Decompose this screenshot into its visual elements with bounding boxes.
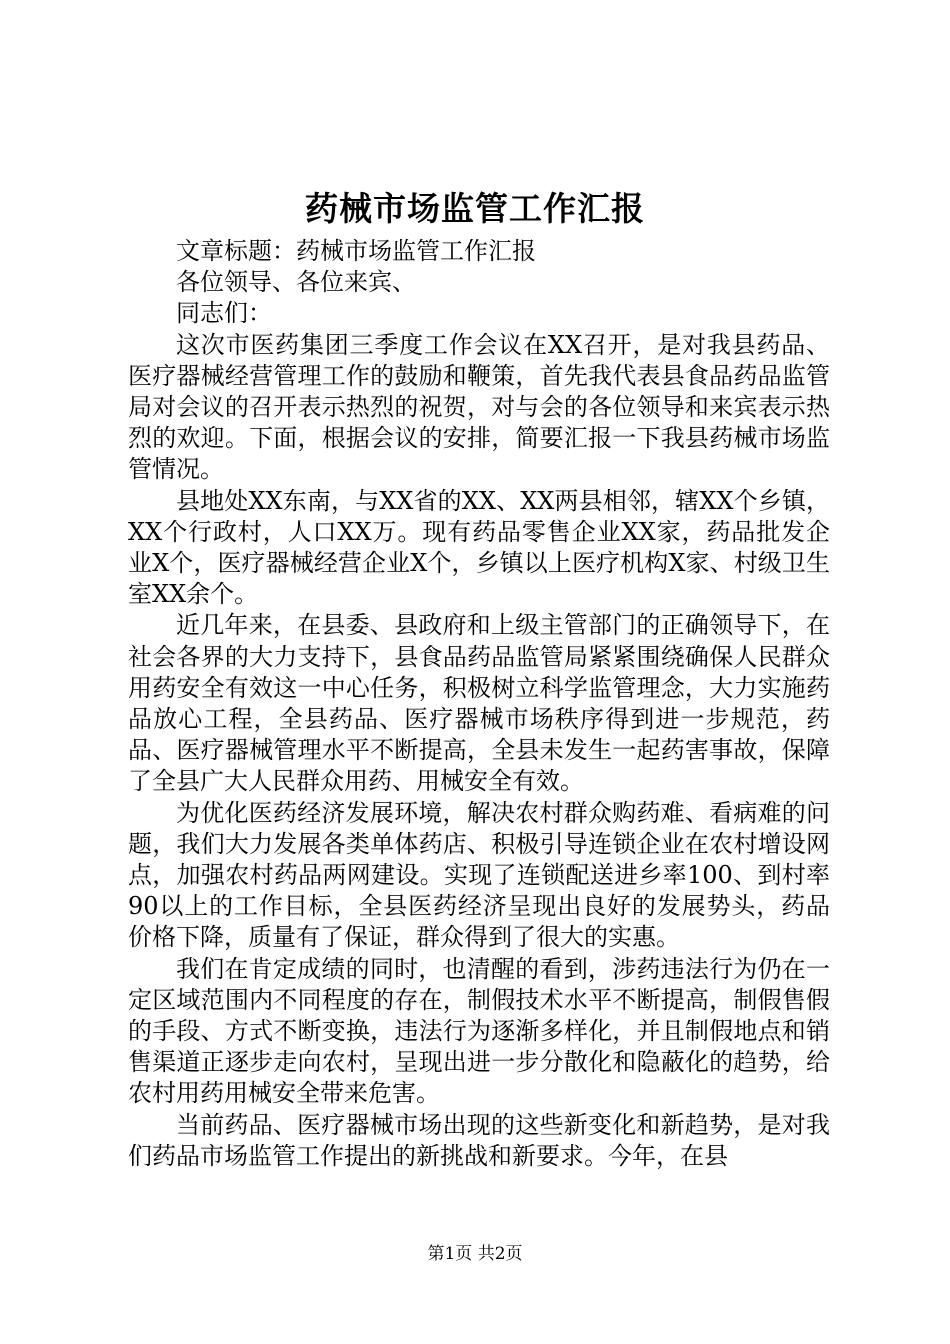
page-footer: 第1页 共2页 <box>427 1244 523 1264</box>
paragraph-salutation: 各位领导、各位来宾、 <box>176 268 416 297</box>
paragraph-article-title: 文章标题：药械市场监管工作汇报 <box>176 237 536 265</box>
paragraph-body: 县地处XX东南，与XX省的XX、XX两县相邻，辖XX个乡镇，XX个行政村，人口XX万。现有药品零售企业XX家，药品批发企业X个，医疗器械经营企业X个，乡镇以上医疗机构X家、村级卫生室XX余个。 <box>128 486 830 609</box>
document-body <box>128 236 830 1172</box>
document-title: 药械市场监管工作汇报 <box>305 189 645 228</box>
paragraph-body: 近几年来，在县委、县政府和上级主管部门的正确领导下，在社会各界的大力支持下，县食品药品监管局紧紧围绕确保人民群众用药安全有效这一中心任务，积极树立科学监管理念，大力实施药品放心工程，全县药品、医疗器械市场秩序得到进一步规范，药品、医疗器械管理水平不断提高，全县未发生一起药害事故，保障了全县广大人民群众用药、用械安全有效。 <box>128 611 830 796</box>
paragraph-body: 这次市医药集团三季度工作会议在XX召开，是对我县药品、医疗器械经营管理工作的鼓励和鞭策，首先我代表县食品药品监管局对会议的召开表示热烈的祝贺，对与会的各位领导和来宾表示热烈的欢迎。下面，根据会议的安排，简要汇报一下我县药械市场监管情况。 <box>128 330 830 484</box>
paragraph-salutation-comrades: 同志们： <box>176 299 272 328</box>
paragraph-body: 为优化医药经济发展环境，解决农村群众购药难、看病难的问题，我们大力发展各类单体药店、积极引导连锁企业在农村增设网点，加强农村药品两网建设。实现了连锁配送进乡率100、到村率90以上的工作目标，全县医药经济呈现出良好的发展势头，药品价格下降，质量有了保证，群众得到了很大的实惠。 <box>128 798 830 952</box>
paragraph-body: 我们在肯定成绩的同时，也清醒的看到，涉药违法行为仍在一定区域范围内不同程度的存在，制假技术水平不断提高，制假售假的手段、方式不断变换，违法行为逐渐多样化，并且制假地点和销售渠道正逐步走向农村，呈现出进一步分散化和隐蔽化的趋势，给农村用药用械安全带来危害。 <box>128 954 830 1108</box>
paragraph-body: 当前药品、医疗器械市场出现的这些新变化和新趋势，是对我们药品市场监管工作提出的新挑战和新要求。今年，在县 <box>128 1110 830 1170</box>
